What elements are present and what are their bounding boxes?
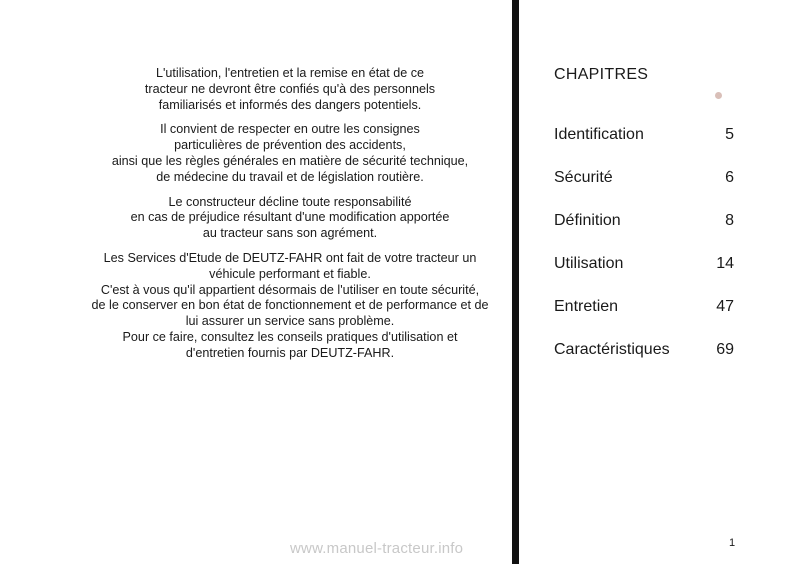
toc-item-page: 8 <box>725 212 734 229</box>
toc-item-identification[interactable] <box>554 126 734 169</box>
paper-speck <box>715 92 722 99</box>
intro-paragraph-2: Il convient de respecter en outre les consignes particulières de prévention des accidents, ainsi que les règles générales en matière de sécurité technique, de médecine du travail et de législation routière. <box>111 122 469 184</box>
toc-item-page: 69 <box>716 341 734 358</box>
toc-heading: CHAPITRES <box>554 66 649 83</box>
toc-item-label: Sécurité <box>554 169 613 186</box>
toc-item-securite[interactable] <box>554 169 734 212</box>
right-page <box>519 0 800 564</box>
watermark: www.manuel-tracteur.info <box>290 540 464 557</box>
intro-paragraph-4: Les Services d'Etude de DEUTZ-FAHR ont fait de votre tracteur un véhicule performant et fiable. C'est à vous qu'il appartient désormais de l'utiliser en toute sécurité, de le conserver en bon état de fonctionnement et de performance et de lui assurer un service sans problème. Pour ce faire, consultez les conseils pratiques d'utilisation et d'entretien fournis par DEUTZ-FAHR. <box>91 250 489 360</box>
toc-item-utilisation[interactable] <box>554 255 734 298</box>
toc-item-label: Utilisation <box>554 255 624 272</box>
book-spine <box>512 0 519 564</box>
toc-item-definition[interactable] <box>554 212 734 255</box>
toc-item-label: Définition <box>554 212 621 229</box>
toc-list <box>554 126 734 384</box>
intro-text <box>20 66 560 371</box>
toc-item-page: 5 <box>725 126 734 143</box>
toc-item-caracteristiques[interactable] <box>554 341 734 384</box>
toc-item-label: Identification <box>554 126 644 143</box>
toc-item-label: Caractéristiques <box>554 341 670 358</box>
toc-item-label: Entretien <box>554 298 619 315</box>
toc-item-page: 6 <box>725 169 734 186</box>
toc-item-page: 14 <box>716 255 734 272</box>
toc-item-page: 47 <box>716 298 734 315</box>
intro-paragraph-1: L'utilisation, l'entretien et la remise en état de ce tracteur ne devront être confiés qu'à des personnels familiarisés et informés des dangers potentiels. <box>144 66 436 112</box>
intro-paragraph-3: Le constructeur décline toute responsabilité en cas de préjudice résultant d'une modification apportée au tracteur sans son agrément. <box>130 194 450 241</box>
page-number: 1 <box>729 537 736 549</box>
toc-item-entretien[interactable] <box>554 298 734 341</box>
